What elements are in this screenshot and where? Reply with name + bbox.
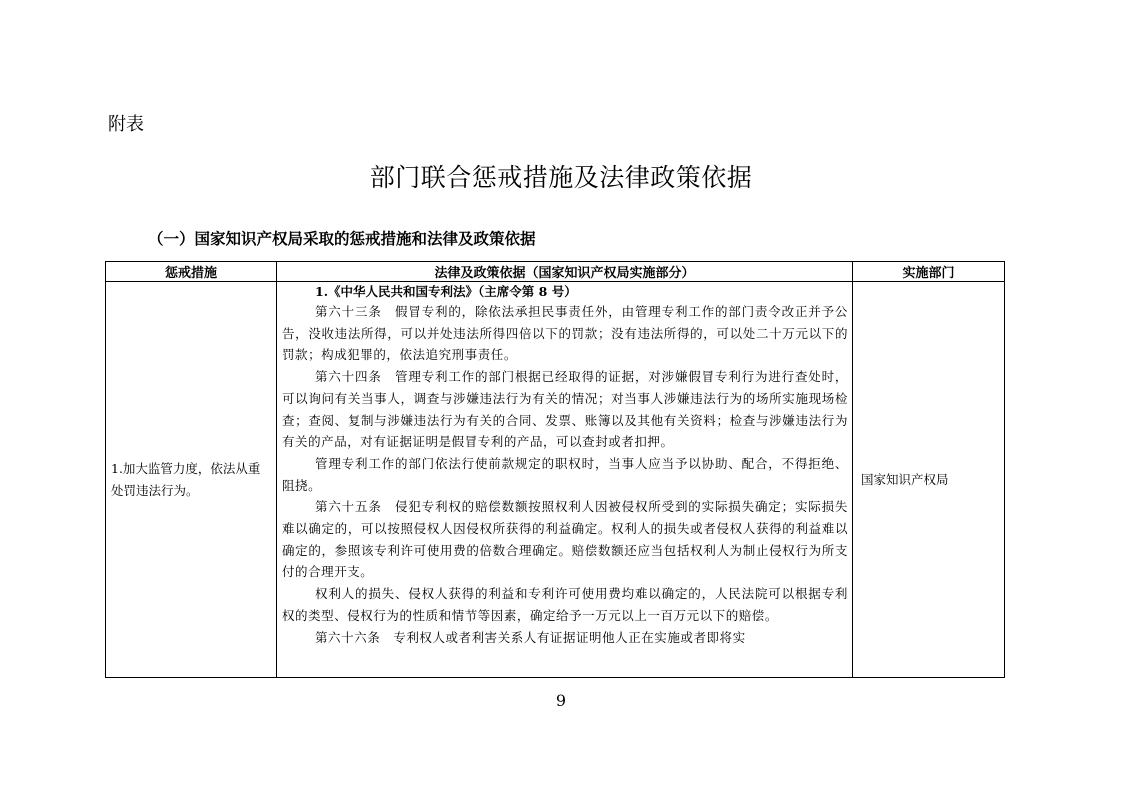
document-title: 部门联合惩戒措施及法律政策依据	[369, 163, 753, 192]
legal-basis-cell	[277, 282, 853, 678]
law-title: 1.《中华人民共和国专利法》（主席令第 8 号）	[315, 284, 577, 299]
article-paragraph: 管理专利工作的部门依法行使前款规定的职权时，当事人应当予以协助、配合，不得拒绝、阻挠。	[282, 455, 848, 493]
table-header-row	[106, 262, 1005, 282]
article-paragraph: 第六十五条 侵犯专利权的赔偿数额按照权利人因被侵权所受到的实际损失确定；实际损失难以确定的，可以按照侵权人因侵权所获得的利益确定。权利人的损失或者侵权人获得的利益难以确定的，参照该专利许可使用费的倍数合理确定。赔偿数额还应当包括权利人为制止侵权行为所支付的合理开支。	[282, 499, 848, 580]
measure-text: 1.加大监管力度，依法从重处罚违法行为。	[111, 460, 261, 498]
department-cell	[853, 282, 1005, 678]
article-paragraph: 权利人的损失、侵权人获得的利益和专利许可使用费均难以确定的，人民法院可以根据专利权的类型、侵权行为的性质和情节等因素，确定给予一万元以上一百万元以下的赔偿。	[282, 586, 848, 623]
legal-basis-content	[277, 282, 852, 677]
article-paragraph: 第六十四条 管理专利工作的部门根据已经取得的证据，对涉嫌假冒专利行为进行查处时，可以询问有关当事人，调查与涉嫌违法行为有关的情况；对当事人涉嫌违法行为的场所实施现场检查；查阅、复制与涉嫌违法行为有关的合同、发票、账簿以及其他有关资料；检查与涉嫌违法行为有关的产品，对有证据证明是假冒专利的产品，可以查封或者扣押。	[282, 369, 848, 450]
column-header-legal-basis: 法律及政策依据（国家知识产权局实施部分）	[277, 262, 853, 282]
department-text: 国家知识产权局	[861, 471, 949, 487]
section-title: （一）国家知识产权局采取的惩戒措施和法律及政策依据	[148, 230, 536, 248]
table-row	[106, 282, 1005, 678]
column-header-department: 实施部门	[853, 262, 1005, 282]
article-paragraph: 第六十六条 专利权人或者利害关系人有证据证明他人正在实施或者即将实	[315, 629, 746, 645]
measure-cell	[106, 282, 277, 678]
measures-table	[105, 261, 1005, 678]
article-paragraph: 第六十三条 假冒专利的，除依法承担民事责任外，由管理专利工作的部门责令改正并予公告，没收违法所得，可以并处违法所得四倍以下的罚款；没有违法所得的，可以处二十万元以下的罚款；构成犯罪的，依法追究刑事责任。	[282, 304, 848, 363]
page-number: 9	[555, 691, 567, 710]
column-header-measure: 惩戒措施	[106, 262, 277, 282]
appendix-label: 附表	[108, 114, 144, 135]
